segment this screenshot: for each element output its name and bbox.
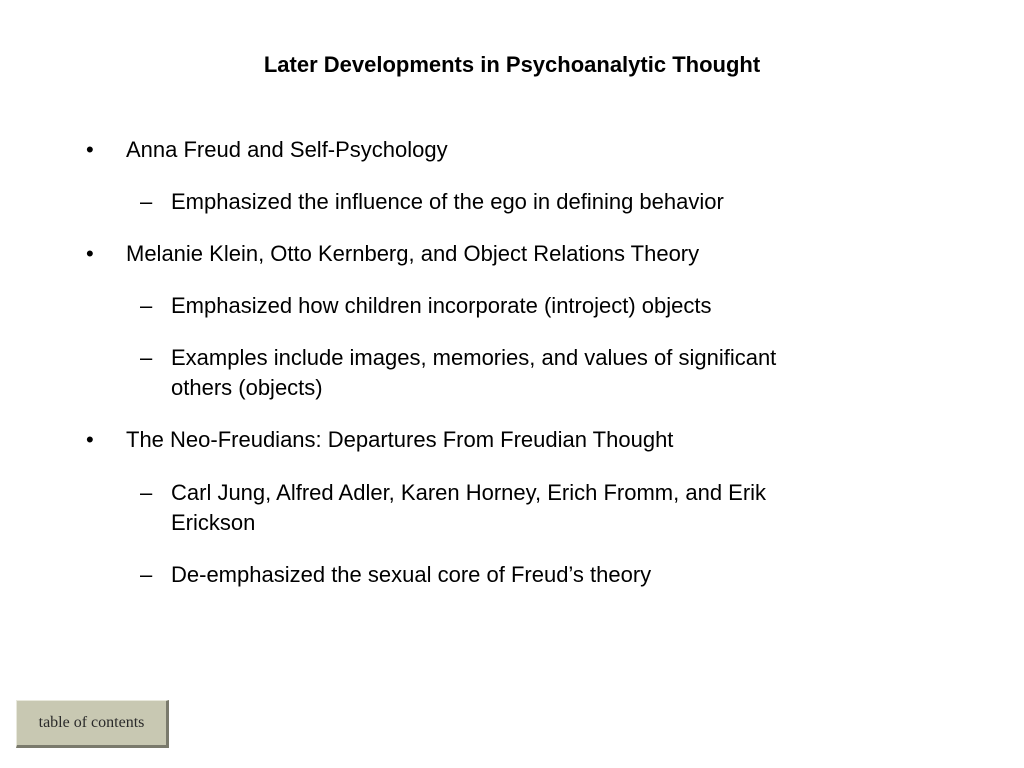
slide-title: Later Developments in Psychoanalytic Thought (263, 52, 761, 77)
sub-bullet-marker: – (140, 345, 153, 370)
sub-bullet-marker: – (140, 480, 153, 505)
sub-bullet-text: Carl Jung, Alfred Adler, Karen Horney, Erich Fromm, and Erik (171, 480, 767, 505)
sub-bullet-text-continuation: others (objects) (171, 375, 323, 400)
table-of-contents-button[interactable]: table of contents (16, 700, 169, 748)
sub-bullet-marker: – (140, 562, 153, 587)
sub-bullet-marker: – (140, 189, 153, 214)
sub-bullet-text: De-emphasized the sexual core of Freud’s theory (171, 562, 652, 587)
bullet-marker: • (86, 137, 94, 162)
bullet-marker: • (86, 427, 94, 452)
bullet-text: The Neo-Freudians: Departures From Freudian Thought (126, 427, 674, 452)
sub-bullet-marker: – (140, 293, 153, 318)
bullet-text: Anna Freud and Self-Psychology (126, 137, 448, 162)
sub-bullet-text-continuation: Erickson (171, 510, 256, 535)
sub-bullet-text: Emphasized how children incorporate (introject) objects (171, 293, 712, 318)
sub-bullet-text: Examples include images, memories, and values of significant (171, 345, 777, 370)
bullet-text: Melanie Klein, Otto Kernberg, and Object Relations Theory (126, 241, 700, 266)
bullet-marker: • (86, 241, 94, 266)
sub-bullet-text: Emphasized the influence of the ego in defining behavior (171, 189, 724, 214)
